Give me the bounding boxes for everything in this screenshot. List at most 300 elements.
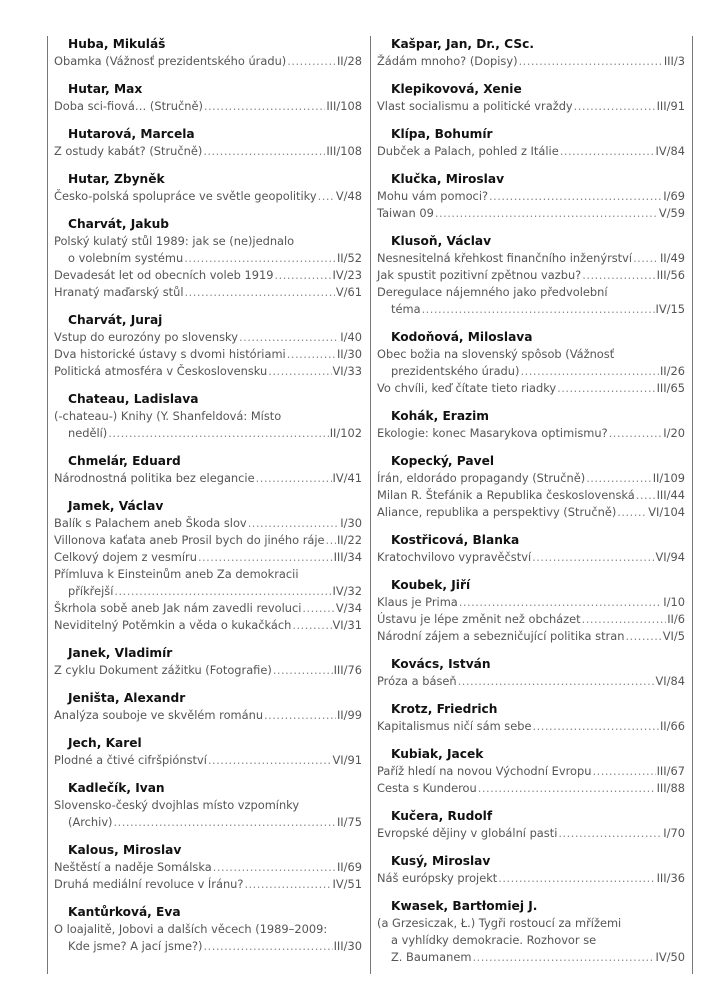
entry-title-line	[377, 504, 685, 521]
entry-title: příkřejší	[68, 584, 114, 598]
entry-title-line	[377, 870, 685, 887]
index-entry	[54, 752, 362, 769]
entry-title: Vlast socialismu a politické vraždy	[377, 99, 573, 113]
author-name: Kadlečík, Ivan	[68, 781, 165, 795]
entry-title-line	[54, 250, 362, 267]
page-reference: I/69	[663, 189, 685, 203]
entry-title-line	[54, 752, 362, 769]
entry-title-line	[54, 859, 362, 876]
entry-title: Paříž hledí na novou Východní Evropu	[377, 764, 592, 778]
index-entry	[54, 284, 362, 301]
author-name: Janek, Vladimír	[68, 646, 173, 660]
dot-leader	[422, 301, 655, 318]
entry-title-line	[377, 363, 685, 380]
page-reference: III/91	[656, 99, 685, 113]
index-entry	[377, 504, 685, 521]
index-entry	[54, 98, 362, 115]
page-reference: III/88	[656, 781, 685, 795]
author-block	[54, 645, 362, 679]
index-entry	[54, 532, 362, 549]
dot-leader	[582, 267, 655, 284]
author-name: Chateau, Ladislava	[68, 392, 199, 406]
index-entry	[377, 825, 685, 842]
entry-title-line	[377, 594, 685, 611]
dot-leader	[326, 532, 336, 549]
dot-leader	[586, 470, 652, 487]
page-reference: II/28	[336, 54, 362, 68]
entry-title-line	[54, 938, 362, 955]
page-reference: III/30	[333, 939, 362, 953]
entry-title: a vyhlídky demokracie. Rozhovor se	[391, 933, 597, 947]
entry-title-line	[54, 876, 362, 893]
page-reference: II/6	[667, 612, 685, 626]
author-block	[54, 453, 362, 487]
index-column-left	[54, 36, 362, 966]
entry-title: Kapitalismus ničí sám sebe	[377, 719, 532, 733]
page-reference: II/26	[659, 364, 685, 378]
author-name: Hutar, Zbyněk	[68, 172, 165, 186]
index-entry	[377, 763, 685, 780]
dot-leader	[239, 329, 339, 346]
entry-title: (a Grzesiczak, Ł.) Tygři rostoucí za mřížemi	[377, 916, 622, 930]
entry-title-line	[54, 363, 362, 380]
dot-leader	[114, 814, 336, 831]
author-name: Hutarová, Marcela	[68, 127, 195, 141]
index-entry	[54, 707, 362, 724]
dot-leader	[264, 707, 336, 724]
index-entry	[54, 859, 362, 876]
entry-title: Neštěstí a naděje Somálska	[54, 860, 212, 874]
dot-leader	[560, 143, 655, 160]
index-entry	[54, 566, 362, 600]
index-entry	[377, 780, 685, 797]
page-reference: VI/31	[332, 618, 362, 632]
author-block	[54, 126, 362, 160]
author-name: Klípa, Bohumír	[391, 127, 493, 141]
entry-title: Devadesát let od obecních voleb 1919	[54, 268, 274, 282]
page-reference: III/65	[656, 381, 685, 395]
entry-title: Taiwan 09	[377, 206, 434, 220]
entry-title: (-chateau-) Knihy (Y. Shanfeldová: Místo	[54, 409, 282, 423]
page-reference: II/109	[652, 471, 685, 485]
author-block	[377, 233, 685, 318]
entry-title-line	[54, 98, 362, 115]
entry-title: Aliance, republika a perspektivy (Stručně)	[377, 505, 617, 519]
index-entry	[377, 425, 685, 442]
center-column-rule	[370, 36, 371, 974]
author-block	[377, 577, 685, 645]
entry-title: Náš európsky projekt	[377, 871, 498, 885]
author-name: Kostřicová, Blanka	[391, 533, 520, 547]
author-name: Kwasek, Bartłomiej J.	[391, 899, 538, 913]
author-name: Jamek, Václav	[68, 499, 164, 513]
author-name: Krotz, Friedrich	[391, 702, 498, 716]
page-reference: IV/50	[655, 950, 685, 964]
page-reference: III/108	[326, 99, 362, 113]
entry-title-line	[54, 284, 362, 301]
dot-leader	[435, 205, 658, 222]
entry-title: Klaus je Prima	[377, 595, 458, 609]
entry-title-line	[54, 583, 362, 600]
entry-title: Česko-polská spolupráce ve světle geopolitiky	[54, 189, 317, 203]
page-reference: V/59	[658, 206, 685, 220]
index-entry	[377, 250, 685, 267]
entry-title-line	[377, 949, 685, 966]
dot-leader	[198, 549, 333, 566]
dot-leader	[204, 98, 325, 115]
page-reference: II/30	[336, 347, 362, 361]
dot-leader	[108, 425, 328, 442]
page-reference: II/99	[336, 708, 362, 722]
author-name: Kohák, Erazim	[391, 409, 490, 423]
index-entry	[377, 673, 685, 690]
page-reference: V/34	[335, 601, 362, 615]
dot-leader	[636, 487, 656, 504]
page-reference: II/52	[336, 251, 362, 265]
index-entry	[54, 408, 362, 442]
page-reference: V/48	[335, 189, 362, 203]
author-block	[377, 81, 685, 115]
dot-leader	[617, 504, 647, 521]
entry-title: Jak spustit pozitivní zpětnou vazbu?	[377, 268, 582, 282]
page-reference: VI/94	[655, 550, 685, 564]
author-block	[54, 690, 362, 724]
author-name: Charvát, Juraj	[68, 313, 163, 327]
author-block	[377, 808, 685, 842]
index-entry	[54, 470, 362, 487]
entry-title: Z cyklu Dokument zážitku (Fotografie)	[54, 663, 272, 677]
index-entry	[54, 921, 362, 955]
page-reference: IV/15	[655, 302, 685, 316]
author-name: Jech, Karel	[68, 736, 142, 750]
dot-leader	[459, 594, 663, 611]
author-name: Kubiak, Jacek	[391, 747, 484, 761]
dot-leader	[213, 859, 336, 876]
page-reference: III/67	[656, 764, 685, 778]
entry-title-line	[54, 617, 362, 634]
page-reference: I/70	[663, 826, 685, 840]
entry-title-line	[377, 628, 685, 645]
entry-title: Balík s Palachem aneb Škoda slov	[54, 516, 247, 530]
page-reference: III/36	[656, 871, 685, 885]
entry-title: Celkový dojem z vesmíru	[54, 550, 197, 564]
dot-leader	[318, 188, 335, 205]
page-reference: II/49	[659, 251, 685, 265]
entry-title: Vo chvíli, keď čítate tieto riadky	[377, 381, 557, 395]
dot-leader	[275, 267, 332, 284]
dot-leader	[114, 583, 331, 600]
dot-leader	[532, 549, 654, 566]
index-entry	[54, 600, 362, 617]
entry-title-line	[54, 425, 362, 442]
page-reference: III/108	[326, 144, 362, 158]
author-block	[377, 853, 685, 887]
entry-title: (Archiv)	[68, 815, 113, 829]
dot-leader	[268, 363, 331, 380]
entry-title: téma	[391, 302, 421, 316]
entry-title-line	[377, 470, 685, 487]
index-entry	[377, 205, 685, 222]
dot-leader	[574, 98, 656, 115]
entry-title-line	[377, 487, 685, 504]
entry-title: Z. Baumanem	[391, 950, 472, 964]
dot-leader	[184, 250, 336, 267]
dot-leader	[520, 363, 658, 380]
dot-leader	[625, 628, 661, 645]
author-block	[377, 171, 685, 222]
index-entry	[377, 143, 685, 160]
entry-title-line	[377, 380, 685, 397]
entry-title: Slovensko-český dvojhlas místo vzpomínky	[54, 798, 300, 812]
entry-title-line	[377, 825, 685, 842]
page-reference: III/44	[656, 488, 685, 502]
index-entry	[377, 487, 685, 504]
entry-title-line	[54, 515, 362, 532]
author-name: Kusý, Miroslav	[391, 854, 491, 868]
entry-title: Hranatý maďarský stůl	[54, 285, 184, 299]
page-reference: I/10	[663, 595, 685, 609]
entry-title: Žádám mnoho? (Dopisy)	[377, 54, 518, 68]
author-block	[377, 898, 685, 966]
entry-title: Národnostná politika bez elegancie	[54, 471, 255, 485]
entry-title-line	[377, 53, 685, 70]
index-entry	[377, 718, 685, 735]
entry-title-line	[377, 188, 685, 205]
dot-leader	[489, 188, 662, 205]
author-block	[377, 532, 685, 566]
author-name: Klusoň, Václav	[391, 234, 492, 248]
dot-leader	[287, 53, 336, 70]
index-entry	[377, 267, 685, 284]
page-reference: II/22	[336, 533, 362, 547]
entry-title: nedělí)	[68, 426, 108, 440]
author-block	[377, 453, 685, 521]
author-block	[377, 329, 685, 397]
index-entry	[54, 363, 362, 380]
dot-leader	[244, 876, 331, 893]
page-reference: I/30	[340, 516, 362, 530]
index-entry	[54, 53, 362, 70]
entry-title-line	[54, 549, 362, 566]
entry-title-line	[54, 267, 362, 284]
author-name: Kašpar, Jan, Dr., CSc.	[391, 37, 534, 51]
entry-title: Obec božia na slovenský spôsob (Vážnosť	[377, 347, 615, 361]
author-block	[54, 498, 362, 634]
dot-leader	[458, 673, 655, 690]
entry-title-line	[54, 600, 362, 617]
entry-title: Politická atmosféra v Československu	[54, 364, 268, 378]
author-block	[377, 746, 685, 797]
entry-title: Doba sci-fiová… (Stručně)	[54, 99, 203, 113]
entry-title: Kratochvilovo vypravěčství	[377, 550, 532, 564]
entry-title: Z ostudy kabát? (Stručně)	[54, 144, 203, 158]
author-name: Charvát, Jakub	[68, 217, 169, 231]
author-name: Kodoňová, Miloslava	[391, 330, 533, 344]
entry-title: O loajalitě, Jobovi a dalších věcech (1989–2009:	[54, 922, 328, 936]
author-name: Kantůrková, Eva	[68, 905, 181, 919]
index-entry	[377, 98, 685, 115]
author-block	[54, 216, 362, 301]
author-block	[54, 391, 362, 442]
entry-title-line	[377, 549, 685, 566]
page-reference: II/75	[336, 815, 362, 829]
index-entry	[377, 346, 685, 380]
dot-leader	[185, 284, 335, 301]
dot-leader	[204, 938, 333, 955]
entry-title: Polský kulatý stůl 1989: jak se (ne)jednalo	[54, 234, 295, 248]
dot-leader	[287, 346, 336, 363]
dot-leader	[609, 425, 663, 442]
index-entry	[54, 549, 362, 566]
page-reference: IV/23	[332, 268, 362, 282]
entry-title: Milan R. Štefánik a Republika československá	[377, 488, 635, 502]
dot-leader	[519, 53, 663, 70]
page-reference: IV/41	[332, 471, 362, 485]
entry-title-line	[54, 814, 362, 831]
author-name: Klučka, Miroslav	[391, 172, 505, 186]
entry-title-line	[54, 662, 362, 679]
entry-title-line	[54, 143, 362, 160]
entry-title-line	[54, 346, 362, 363]
index-entry	[54, 617, 362, 634]
dot-leader	[292, 617, 331, 634]
index-entry	[377, 870, 685, 887]
entry-title-line	[377, 673, 685, 690]
entry-title-line	[377, 763, 685, 780]
dot-leader	[478, 780, 656, 797]
entry-title: Plodné a čtivé cifršpiónství	[54, 753, 207, 767]
entry-title-line	[54, 532, 362, 549]
page-reference: II/69	[336, 860, 362, 874]
author-name: Klepikovová, Xenie	[391, 82, 522, 96]
author-name: Kučera, Rudolf	[391, 809, 493, 823]
entry-title: Dva historické ústavy s dvomi históriami	[54, 347, 286, 361]
page-reference: V/61	[335, 285, 362, 299]
index-entry	[377, 549, 685, 566]
page-reference: I/40	[340, 330, 362, 344]
author-block	[54, 312, 362, 380]
author-block	[54, 171, 362, 205]
index-entry	[54, 797, 362, 831]
author-block	[377, 36, 685, 70]
page-reference: VI/33	[332, 364, 362, 378]
entry-title: Villonova kaťata aneb Prosil bych do jiného ráje	[54, 533, 325, 547]
entry-title: Vstup do eurozóny po slovensky	[54, 330, 238, 344]
author-block	[377, 408, 685, 442]
entry-title: Írán, eldorádo propagandy (Stručně)	[377, 471, 586, 485]
entry-title: Obamka (Vážnosť prezidentského úradu)	[54, 54, 287, 68]
entry-title-line	[54, 53, 362, 70]
author-name: Kovács, István	[391, 657, 491, 671]
entry-title: Evropské dějiny v globální pasti	[377, 826, 558, 840]
author-block	[54, 36, 362, 70]
page-reference: I/20	[663, 426, 685, 440]
entry-title: Analýza souboje ve skvělém románu	[54, 708, 264, 722]
index-entry	[54, 329, 362, 346]
page-reference: IV/32	[332, 584, 362, 598]
entry-title: Dubček a Palach, pohled z Itálie	[377, 144, 559, 158]
entry-title: Národní zájem a sebezničující politika stran	[377, 629, 625, 643]
entry-title: Škrhola sobě aneb Jak nám zavedli revoluci	[54, 601, 302, 615]
author-name: Jeništa, Alexandr	[68, 691, 186, 705]
author-name: Kopecký, Pavel	[391, 454, 495, 468]
index-entry	[54, 515, 362, 532]
entry-title: Deregulace nájemného jako předvolební	[377, 285, 608, 299]
dot-leader	[273, 662, 333, 679]
entry-title-line	[54, 188, 362, 205]
entry-title-line	[54, 470, 362, 487]
author-name: Huba, Mikuláš	[68, 37, 166, 51]
entry-title: Mohu vám pomoci?	[377, 189, 489, 203]
entry-title-line	[377, 98, 685, 115]
page-reference: II/102	[329, 426, 362, 440]
dot-leader	[256, 470, 332, 487]
index-entry	[54, 233, 362, 267]
author-block	[377, 701, 685, 735]
entry-title-line	[377, 611, 685, 628]
entry-title: Nesnesitelná křehkost finančního inženýrství	[377, 251, 633, 265]
entry-title-line	[377, 718, 685, 735]
page-reference: III/34	[333, 550, 362, 564]
dot-leader	[582, 611, 667, 628]
page-reference: II/66	[659, 719, 685, 733]
page-reference: III/3	[663, 54, 685, 68]
index-entry	[54, 188, 362, 205]
dot-leader	[248, 515, 340, 532]
page-reference: III/56	[656, 268, 685, 282]
index-entry	[377, 594, 685, 611]
page-reference: VI/104	[648, 505, 685, 519]
entry-title: Próza a báseň	[377, 674, 457, 688]
page-reference: VI/5	[662, 629, 685, 643]
page-reference: IV/51	[332, 877, 362, 891]
author-name: Chmelár, Eduard	[68, 454, 181, 468]
entry-title: Cesta s Kunderou	[377, 781, 477, 795]
author-block	[54, 904, 362, 955]
entry-title-line	[377, 780, 685, 797]
author-block	[377, 656, 685, 690]
dot-leader	[498, 870, 655, 887]
author-block	[54, 842, 362, 893]
entry-title-line	[377, 267, 685, 284]
entry-title-line	[54, 329, 362, 346]
left-column-rule	[47, 36, 48, 974]
dot-leader	[557, 380, 655, 397]
index-entry	[377, 470, 685, 487]
right-column-rule	[692, 36, 693, 974]
index-entry	[377, 380, 685, 397]
entry-title-line	[377, 250, 685, 267]
index-entry	[54, 346, 362, 363]
index-entry	[377, 284, 685, 318]
dot-leader	[203, 143, 325, 160]
dot-leader	[208, 752, 332, 769]
index-entry	[54, 267, 362, 284]
author-name: Koubek, Jiří	[391, 578, 471, 592]
entry-title: Kde jsme? A jací jsme?)	[68, 939, 203, 953]
index-entry	[54, 876, 362, 893]
author-block	[54, 780, 362, 831]
author-block	[54, 81, 362, 115]
entry-title-line	[377, 301, 685, 318]
author-block	[54, 735, 362, 769]
index-entry	[377, 53, 685, 70]
author-block	[377, 126, 685, 160]
entry-title: o volebním systému	[68, 251, 184, 265]
entry-title: Přímluva k Einsteinům aneb Za demokracii	[54, 567, 299, 581]
entry-title: prezidentského úradu)	[391, 364, 520, 378]
index-entry	[377, 915, 685, 966]
